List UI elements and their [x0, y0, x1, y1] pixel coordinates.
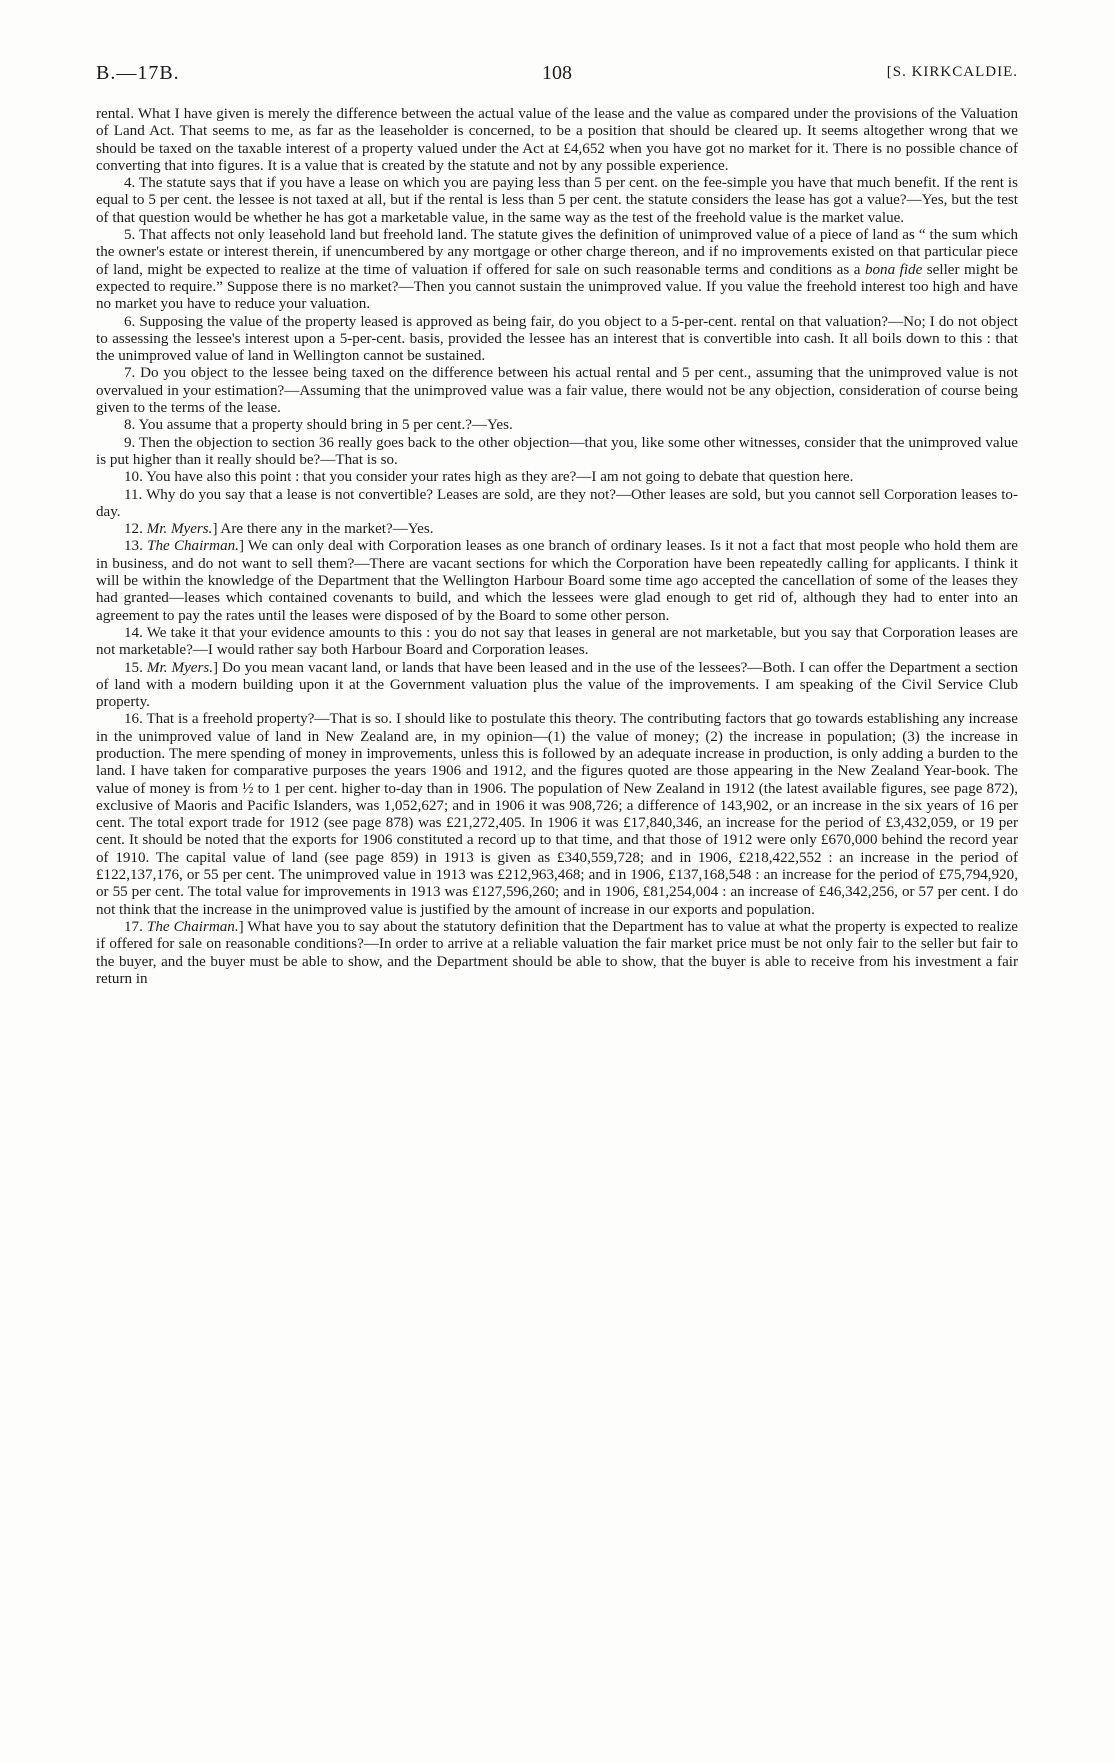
paragraph-9: 9. Then the objection to section 36 really goes back to the other objection—that you, like some other witnesses, consider that the unimproved value is put higher than it really should be?—That is so. [96, 434, 1018, 468]
paragraph-15 [96, 660, 1018, 712]
paragraph-13 [96, 538, 1018, 624]
paragraph-12 [96, 521, 1018, 538]
paragraph-text: ] Are there any in the market?—Yes. [212, 521, 434, 538]
paragraph-text: ] What have you to say about the statutory definition that the Department has to value at what the property is expected to realize if offered for sale on reasonable conditions?—In order to arrive at a reliable valuation the fair market price must be not only fair to the seller but fair to the buyer, and the buyer must be able to show, and the Department should be able to show, that the buyer is able to receive from his investment a fair return in [96, 918, 1018, 987]
witness-name: [S. KIRKCALDIE. [886, 64, 1018, 80]
speaker-name: The Chairman. [147, 538, 239, 555]
paragraph-7: 7. Do you object to the lessee being taxed on the difference between his actual rental and 5 per cent., assuming that the unimproved value is not overvalued in your estimation?—Assuming that the unimproved value was a fair value, there would not be any objection, consideration of course being given to the terms of the lease. [96, 365, 1018, 417]
paragraph-11: 11. Why do you say that a lease is not convertible? Leases are sold, are they not?—Other leases are sold, but you cannot sell Corporation leases to-day. [96, 486, 1018, 520]
paragraph-4: 4. The statute says that if you have a lease on which you are paying less than 5 per cent. on the fee-simple you have that much benefit. If the rent is equal to 5 per cent. the lessee is not taxed at all, but if the rental is less than 5 per cent. the statute considers the lease has got a value?—Yes, but the test of that question would be whether he has got a marketable value, in the same way as the test of the freehold value is the market value. [96, 175, 1018, 226]
speaker-name: Mr. Myers. [146, 659, 214, 676]
paragraph-number: 17. [124, 918, 147, 935]
paragraph-10: 10. You have also this point : that you consider your rates high as they are?—I am not going to debate that question here. [124, 469, 854, 486]
paragraph-text: 5. That affects not only leasehold land but freehold land. The statute gives the definition of unimproved value of a piece of land as “ the sum which the owner's estate or interest therein, if unencumbered by any mortgage or other charge thereon, and if no improvements existed on that particular piece of land, might be expected to realize at the time of valuation if offered for sale on such reasonable terms and conditions as a [96, 227, 1018, 278]
paragraph-14: 14. We take it that your evidence amounts to this : you do not say that leases in general are not marketable, but you say that Corporation leases are not marketable?—I would rather say both Harbour Board and Corporation leases. [96, 624, 1018, 659]
paragraph-8: 8. You assume that a property should bring in 5 per cent.?—Yes. [124, 417, 513, 434]
document-reference: B.—17B. [96, 62, 180, 84]
document-body [96, 106, 1018, 988]
paragraph-continuation: rental. What I have given is merely the difference between the actual value of the lease and the value as compared under the provisions of the Valuation of Land Act. That seems to me, as far as the leaseholder is concerned, to be a position that should be cleared up. It seems altogether wrong that we should be taxed on the taxable interest of a property valued under the Act at £4,652 when you have got no market for it. There is no possible chance of converting that into figures. It is a value that is created by the statute and not by any possible experience. [96, 106, 1018, 174]
paragraph-17 [96, 919, 1018, 988]
page-header [96, 58, 1018, 92]
paragraph-number: 12. [124, 521, 147, 538]
italic-phrase: bona fide [864, 261, 923, 278]
speaker-name: Mr. Myers. [146, 521, 213, 538]
paragraph-text: ] Do you mean vacant land, or lands that have been leased and in the use of the lessees?—Both. I can offer the Department a section of land with a modern building upon it at the Government valuation plus the value of the improvements. I am speaking of the Civil Service Club property. [96, 659, 1018, 711]
paragraph-6: 6. Supposing the value of the property leased is approved as being fair, do you object to a 5-per-cent. rental on that valuation?—No; I do not object to assessing the lessee's interest upon a 5-per-cent. basis, provided the lessee has an interest that is convertible into cash. It all boils down to this : that the unimproved value of land in Wellington cannot be sustained. [96, 313, 1018, 365]
paragraph-text: seller might be expected to require.” Suppose there is no market?—Then you cannot sustain the unimproved value. If you value the freehold interest too high and have no market you have to reduce your valuation. [96, 261, 1018, 313]
paragraph-16: 16. That is a freehold property?—That is so. I should like to postulate this theory. The contributing factors that go towards establishing any increase in the unimproved value of land in New Zealand are, in my opinion—(1) the value of money; (2) the increase in population; (3) the increase in production. The mere spending of money in improvements, unless this is followed by an adequate increase in production, is only adding a burden to the land. I have taken for comparative purposes the years 1906 and 1912, and the figures quoted are those appearing in the New Zealand Year-book. The value of money is from ½ to 1 per cent. higher to-day than in 1906. The population of New Zealand in 1912 (the latest available figures, see page 872), exclusive of Maoris and Pacific Islanders, was 1,052,627; and in 1906 it was 908,726; a difference of 143,902, or an increase in the six years of 16 per cent. The total export trade for 1912 (see page 878) was £21,272,405. In 1906 it was £17,840,346, an increase for the period of £3,432,059, or 19 per cent. It should be noted that the exports for 1906 constituted a record up to that time, and that those of 1912 were only £670,000 behind the record year of 1910. The capital value of land (see page 859) in 1913 is given as £340,559,728; and in 1906, £218,422,552 : an increase in the period of £122,137,176, or 55 per cent. The unimproved value in 1913 was £212,963,468; and in 1906, £137,168,548 : an increase for the period of £75,794,920, or 55 per cent. The total value for improvements in 1913 was £127,596,260; and in 1906, £81,254,004 : an increase of £46,342,256, or 57 per cent. I do not think that the increase in the unimproved value is justified by the amount of increase in our exports and population. [96, 711, 1018, 918]
page-number: 108 [542, 62, 572, 84]
paragraph-number: 13. [124, 538, 148, 555]
speaker-name: The Chairman. [146, 918, 239, 935]
paragraph-5 [96, 227, 1018, 313]
paragraph-text: ] We can only deal with Corporation leases as one branch of ordinary leases. Is it not a fact that most people who hold them are in business, and do not want to sell them?—There are vacant sections for which the Corporation have been repeatedly calling for applicants. I think it will be within the knowledge of the Department that the Wellington Harbour Board some time ago accepted the cancellation of some of the leases they had granted—leases which contained covenants to build, and which the lessees were glad enough to get rid of, although they had to enter into an agreement to pay the rates until the leases were disposed of by the Board to some other person. [96, 538, 1019, 624]
paragraph-number: 15. [124, 659, 147, 676]
